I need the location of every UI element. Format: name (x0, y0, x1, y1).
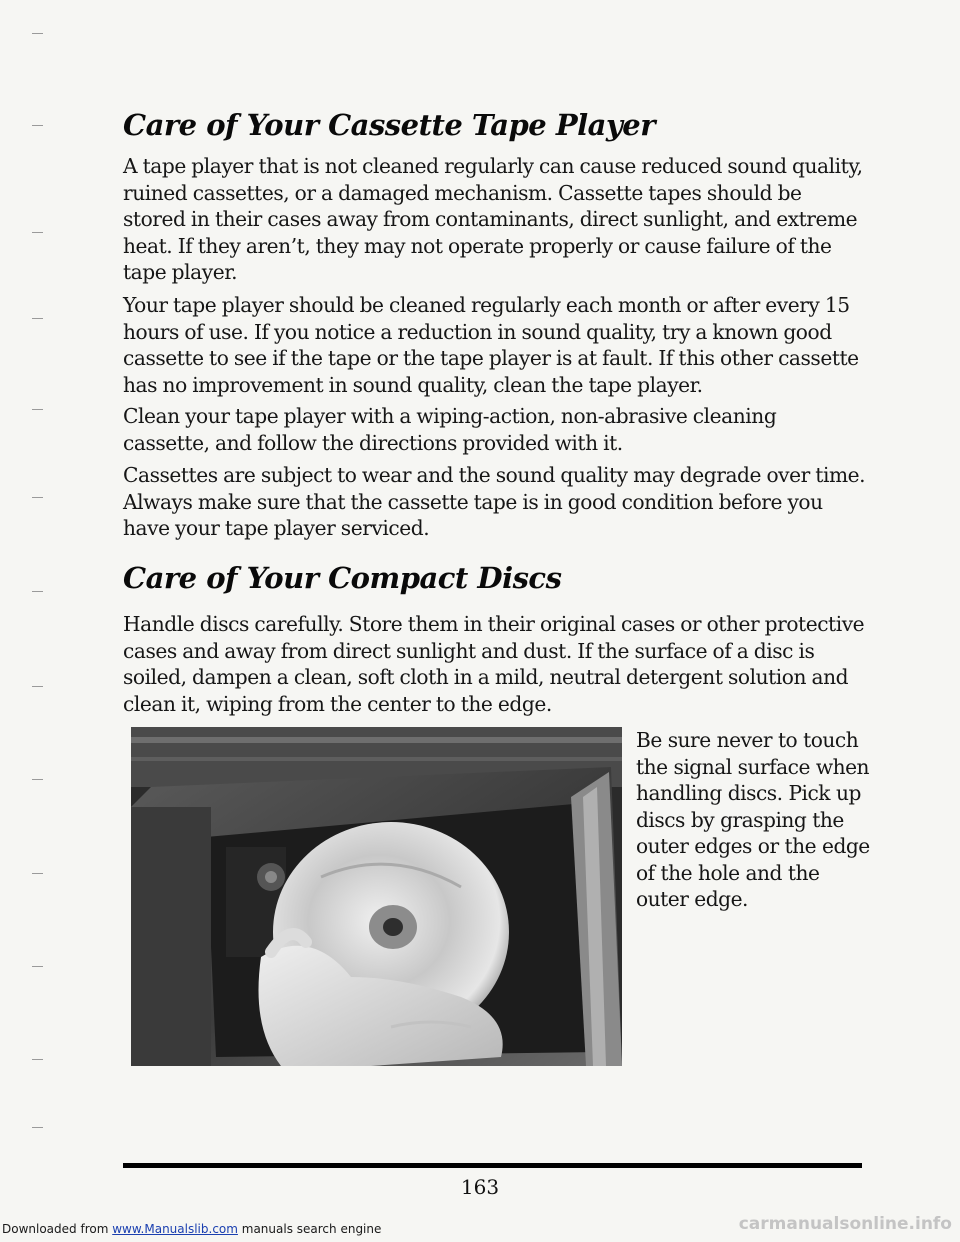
download-footer (2, 1222, 381, 1236)
margin-mark (32, 409, 43, 410)
margin-mark (32, 873, 43, 874)
page-number: 163 (460, 1175, 500, 1199)
footer-prefix: Downloaded from (2, 1222, 113, 1236)
margin-mark (32, 232, 43, 233)
section-heading-compact-discs: Care of Your Compact Discs (123, 561, 562, 595)
paragraph-cassette-4: Cassettes are subject to wear and the sound quality may degrade over time. Always make sure that the cassette tape is in good condition before you have your tape player serviced. (123, 463, 866, 540)
margin-mark (32, 591, 43, 592)
paragraph-cassette-3: Clean your tape player with a wiping-action, non-abrasive cleaning cassette, and follow the directions provided with it. (123, 404, 777, 455)
margin-mark (32, 966, 43, 967)
margin-mark (32, 1059, 43, 1060)
manualslib-link[interactable]: www.Manualslib.com (112, 1222, 238, 1236)
footer-rule (123, 1163, 862, 1168)
margin-mark (32, 686, 43, 687)
section-heading-cassette: Care of Your Cassette Tape Player (123, 108, 656, 142)
paragraph-discs-1: Handle discs carefully. Store them in their original cases or other protective cases and away from direct sunlight and dust. If the surface of a disc is soiled, dampen a clean, soft cloth in a mild, neutral detergent solution and clean it, wiping from the center to the edge. (123, 612, 865, 716)
margin-mark (32, 497, 43, 498)
margin-mark (32, 125, 43, 126)
paragraph-cassette-2: Your tape player should be cleaned regularly each month or after every 15 hours of use. If you notice a reduction in sound quality, try a known good cassette to see if the tape or the tape player is at fault. If this other cassette has no improvement in sound quality, clean the tape player. (123, 293, 859, 397)
photo-caption: Be sure never to touch the signal surface when handling discs. Pick up discs by grasping the outer edges or the edge of the hole and the outer edge. (636, 728, 870, 911)
watermark-text: carmanualsonline.info (738, 1214, 952, 1234)
margin-mark (32, 779, 43, 780)
cd-player-photo (131, 727, 622, 1066)
footer-suffix: manuals search engine (237, 1222, 382, 1236)
margin-mark (32, 318, 43, 319)
paragraph-cassette-1: A tape player that is not cleaned regularly can cause reduced sound quality, ruined cassettes, or a damaged mechanism. Cassette tapes should be stored in their cases away from contaminants, direct sunlight, and extreme heat. If they aren’t, they may not operate properly or cause failure of the tape player. (123, 154, 863, 284)
margin-mark (32, 1127, 43, 1128)
margin-mark (32, 33, 43, 34)
